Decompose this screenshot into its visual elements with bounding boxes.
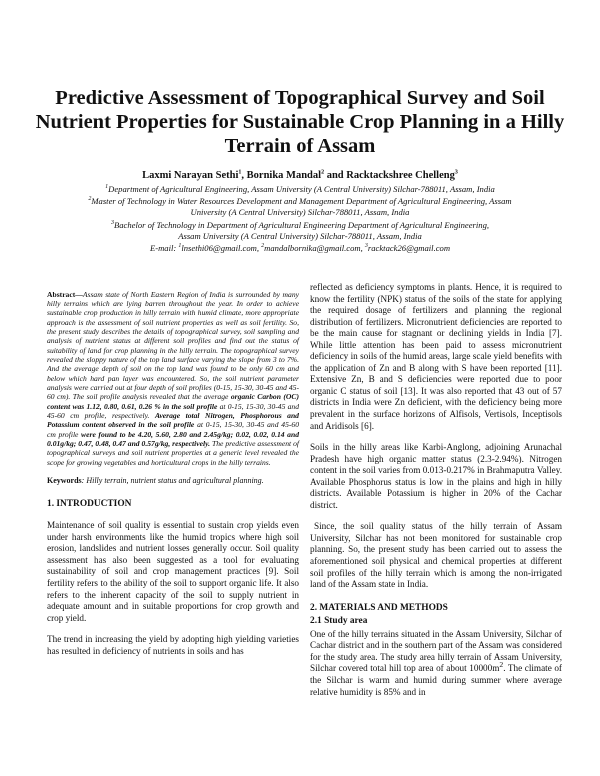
author-sup: 1	[238, 169, 242, 176]
affiliation-sup: 1	[105, 184, 109, 191]
email-separator: ,	[360, 243, 365, 253]
abstract-text: at 0-15, 15-30, 30-45 and 45-60 cm profile	[47, 420, 299, 439]
right-column	[310, 282, 562, 698]
intro-paragraph-2: The trend in increasing the yield by adopting high yielding varieties has resulted in deficiency of nutrients in soils and has	[47, 634, 299, 656]
body-paragraph-3: Since, the soil quality status of the hilly terrain of Assam University, Silchar has not been monitored for sustainable crop planning. So, the present study has been carried out to assess the aforementioned soil physical and chemical properties at different soil profiles of the hilly terrain which is among the non-irrigated land of the Assam state in India.	[310, 521, 562, 590]
subsection-heading-study-area: 2.1 Study area	[310, 616, 368, 627]
author-separator: ,	[241, 170, 247, 181]
affiliation-sup: 3	[110, 220, 114, 227]
section-heading-introduction: 1. INTRODUCTION	[47, 498, 132, 509]
abstract-label: Abstract—	[47, 289, 83, 299]
intro-paragraph-1: Maintenance of soil quality is essential to sustain crop yields even under harsh environments like the humid tropics where high soil erosion, landslides and nutrient losses generally occur. Soil quality assessment has also been suggested as a tool for evaluating sustainability of soil and crop management practices [9]. Soil fertility refers to the ability of the soil to support organic life. It also refers to the inherent capacity of the soil to supply nutrient in adequate amount and in suitable proportions for crop growth and crop yield.	[47, 520, 299, 623]
study-area-text: . The climate of the Silchar is warm and humid during summer where average relative humidity is 85% and in	[310, 663, 562, 697]
abstract-bold: were found to be 4.20, 5.60, 2.80 and 2.45g/kg; 0.02, 0.02, 0.14 and 0.01g/kg; 0.47, 0.48, 0.47 and 0.57g/kg, respectively.	[47, 429, 300, 449]
abstract-text: at 0-15, 15-30, 30-45 and 45-60 cm profile, respectively.	[47, 401, 299, 421]
email-sup: 2	[261, 243, 265, 250]
email-address[interactable]: lnsethi06@gmail.com	[181, 243, 257, 253]
affiliation-text: University (A Central University) Silchar-788011, Assam, India	[190, 206, 410, 217]
abstract-bold: Average total Nitrogen, Phosphorous and Potassium content observed in the soil profile	[47, 411, 299, 430]
left-column	[47, 282, 299, 657]
section-heading-methods: 2. MATERIALS AND METHODS	[310, 602, 448, 613]
affiliation-2	[30, 196, 570, 217]
keywords-label: Keywords	[47, 476, 82, 486]
abstract	[47, 290, 299, 468]
affiliation-1	[30, 184, 570, 195]
keywords	[47, 475, 299, 487]
author-separator: and	[324, 170, 347, 181]
affiliation-sup: 2	[88, 196, 92, 203]
author-name: Laxmi Narayan Sethi	[142, 170, 239, 181]
author-name: Bornika Mandal	[246, 170, 322, 181]
affiliation-text: Master of Technology in Water Resources Development and Management Department of Agricultural Engineering, Assam	[91, 196, 512, 206]
author-name: Racktackshree Chelleng	[346, 170, 455, 181]
email-separator: ,	[256, 243, 262, 253]
email-address[interactable]: mandalbornika@gmail.com	[264, 243, 361, 253]
author-sup: 3	[454, 169, 458, 176]
email-line	[30, 243, 570, 254]
affiliation-text: Bachelor of Technology in Department of Agricultural Engineering Department of Agricultural Engineering,	[113, 220, 490, 230]
abstract-text: The predictive assessment of topographical surveys and soil nutrient properties at a generic level revealed the scope for growing vegetables and horticultural crops in the hilly terrains.	[47, 439, 300, 467]
keywords-text: : Hilly terrain, nutrient status and agricultural planning.	[81, 476, 264, 486]
paper-title: Predictive Assessment of Topographical Survey and Soil Nutrient Properties for Sustainable Crop Planning in a Hilly Terrain of Assam	[35, 87, 565, 157]
superscript: 2	[499, 660, 504, 670]
abstract-text: Assam state of North Eastern Region of India is surrounded by many hilly terrains which are lying barren throughout the year. In order to achieve sustainable crop production in hilly terrain with humid climate, more appropriate approach is the assessment of soil nutrient properties as well as soil fertility. So, the present study describes the details of topographical survey, soil sampling and analysis of nutrient status at different soil profiles and find out the status of suitability of land for crop planning in the hilly terrain. The topographical survey revealed the sloppy nature of the top land surface varying the slope from 3 to 7%. And the average depth of soil on the top land was found to be only 60 cm and below which hard pan layer was encountered. So, the soil nutrient parameter analysis were carried out at four depth of soil profiles (0-15, 15-30, 30-45 and 45-60 cm). The soil profile analysis revealed that the average	[47, 289, 299, 402]
email-label: E-mail:	[149, 243, 179, 253]
affiliation-text: Department of Agricultural Engineering, Assam University (A Central University) Silchar-788011, Assam, India	[108, 184, 495, 194]
email-sup: 1	[178, 243, 182, 250]
abstract-bold: organic Carbon (OC) content was 1.12, 0.80, 0.61, 0.26 % in the soil profile	[47, 392, 299, 411]
study-area-paragraph	[310, 629, 562, 698]
author-sup: 2	[321, 169, 325, 176]
body-paragraph-2: Soils in the hilly areas like Karbi-Anglong, adjoining Arunachal Pradesh have high organic matter status (2.3-2.94%). Nitrogen content in the soil varies from 0.013-0.217% in Brahmaputra Valley. Available Phosphorus status is low in the plains and high in hilly districts. Available Potassium is higher in 20% of the Cachar district.	[310, 442, 562, 510]
body-paragraph-1: reflected as deficiency symptoms in plants. Hence, it is required to know the fertility (NPK) status of the soils of the state for applying the required dosage of fertilizers and planning the regional distribution of fertilizers. Micronutrient deficiencies are reported to be the main cause for stagnant or declining yields in India [7]. While little attention has been paid to assess micronutrient deficiency in soils of the humid areas, large scale yield benefits with the application of Zn and B along with S have been reported [11]. Extensive Zn, B and S deficiencies were reported due to poor organic C status of soil [13]. It was also reported that 43 out of 57 districts in India were Zn deficient, with the deficiency being more prevalent in the surface horizons of Alfisols, Vertisols, Inceptisols and Aridisols [6].	[310, 282, 562, 431]
email-sup: 3	[364, 243, 368, 250]
author-line	[30, 170, 570, 181]
affiliation-3	[30, 220, 570, 241]
affiliation-text: Assam University (A Central University) Silchar-788011, Assam, India	[178, 230, 422, 241]
study-area-text: One of the hilly terrains situated in the Assam University, Silchar of Cachar district and in the southern part of the Assam was considered for the study area. The study area hilly terrain of Assam University, Silchar covered total hill top area of about 10000m	[310, 628, 562, 674]
email-address[interactable]: racktack26@gmail.com	[367, 243, 451, 253]
